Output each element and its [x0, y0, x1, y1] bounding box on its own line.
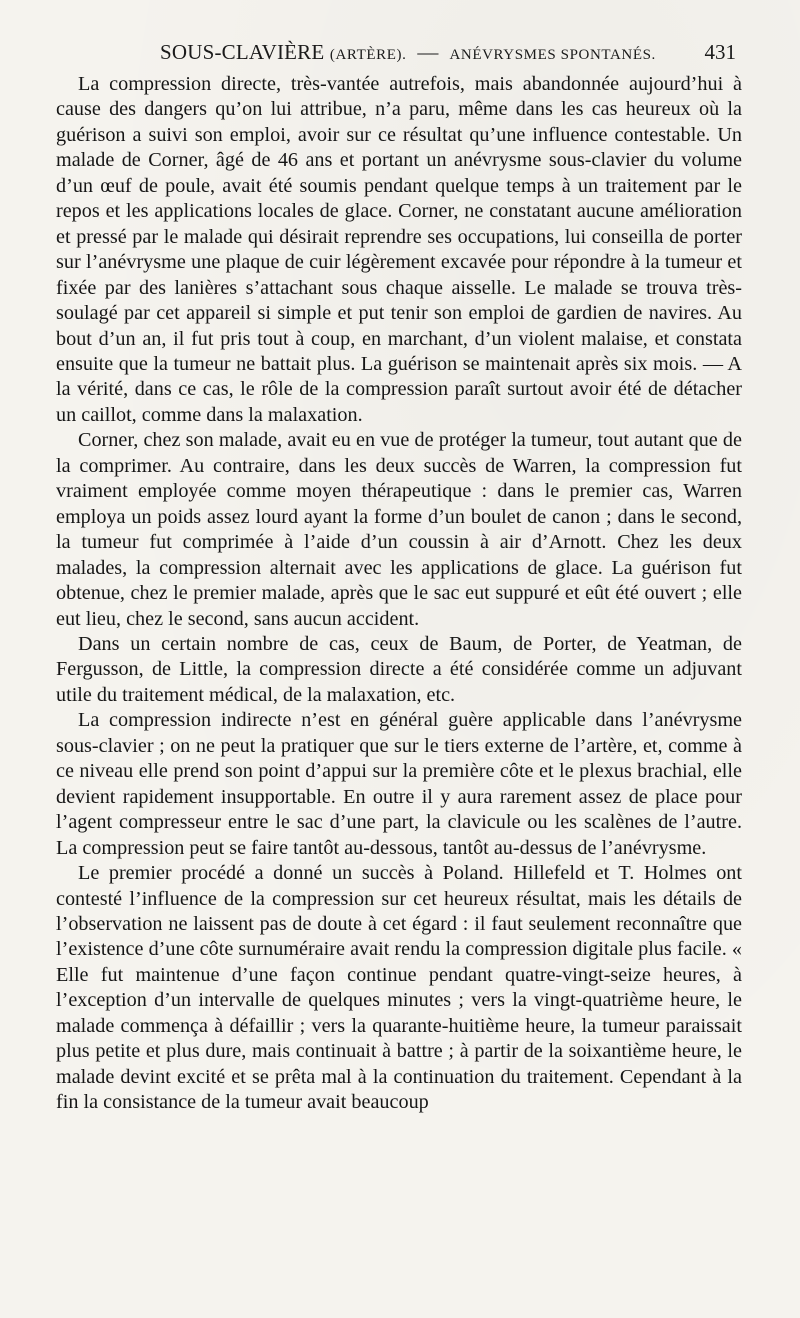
body-text	[56, 72, 742, 1116]
paragraph-4: La compression indirecte n’est en général guère applicable dans l’anévrysme sous-clavier ; on ne peut la pratiquer que sur le tiers externe de l’artère, et, comme à ce niveau elle prend son point d’appui sur la première côte et le plexus brachial, elle devient rapidement insupportable. En outre il y aura rarement assez de place pour l’agent compresseur entre le sac d’une part, la clavicule ou les scalènes de l’autre. La compression peut se faire tantôt au-dessous, tantôt au-dessus de l’anévrysme.	[56, 709, 742, 859]
paragraph-3: Dans un certain nombre de cas, ceux de Baum, de Porter, de Yeatman, de Fergusson, de Little, la compression directe a été considérée comme un adjuvant utile du traitement médical, de la malaxation, etc.	[56, 632, 742, 706]
running-head-title	[160, 40, 656, 65]
paragraph-1: La compression directe, très-vantée autrefois, mais abandonnée aujourd’hui à cause des dangers qu’on lui attribue, n’a paru, même dans les cas heureux où la guérison a suivi son emploi, avoir sur ce résultat qu’une influence contestable. Un malade de Corner, âgé de 46 ans et portant un anévrysme sous-clavier du volume d’un œuf de poule, avait été soumis pendant quelque temps à un traitement par le repos et les applications locales de glace. Corner, ne constatant aucune amélioration et pressé par le malade qui désirait reprendre ses occupations, lui conseilla de porter sur l’anévrysme une plaque de cuir légèrement excavée pour répondre à la tumeur et fixée par des lanières s’attachant sous chaque aisselle. Le malade se trouva très-soulagé par cet appareil si simple et put tenir son emploi de gardien de navires. Au bout d’un an, il fut pris tout à coup, en marchant, d’un violent malaise, et constata ensuite que la tumeur ne battait plus. La guérison se maintenait après six mois. — A la vérité, dans ce cas, le rôle de la compression paraît surtout avoir été de détacher un caillot, comme dans la malaxation.	[56, 73, 742, 426]
running-head-paren: (ARTÈRE).	[329, 47, 407, 63]
running-head-subtitle: ANÉVRYSMES SPONTANÉS.	[449, 47, 656, 63]
running-head	[138, 38, 736, 68]
page-number: 431	[704, 40, 736, 64]
running-head-dash: —	[417, 40, 439, 64]
paragraph-2: Corner, chez son malade, avait eu en vue de protéger la tumeur, tout autant que de la comprimer. Au contraire, dans les deux succès de Warren, la compression fut vraiment employée comme moyen thérapeutique : dans le premier cas, Warren employa un poids assez lourd ayant la forme d’un boulet de canon ; dans le second, la tumeur fut comprimée à l’aide d’un coussin à air d’Arnott. Chez les deux malades, la compression alternait avec les applications de glace. La guérison fut obtenue, chez le premier malade, après que le sac eut suppuré et eût été ouvert ; elle eut lieu, chez le second, sans aucun accident.	[56, 429, 742, 630]
running-head-main: SOUS-CLAVIÈRE	[160, 40, 325, 64]
paragraph-5: Le premier procédé a donné un succès à Poland. Hillefeld et T. Holmes ont contesté l’influence de la compression sur cet heureux résultat, mais les détails de l’observation ne laissent pas de doute à cet égard : il faut seulement reconnaître que l’existence d’une côte surnuméraire avait rendu la compression digitale plus facile. « Elle fut maintenue d’une façon continue pendant quatre-vingt-seize heures, à l’exception d’un intervalle de quelques minutes ; vers la vingt-quatrième heure, le malade commença à défaillir ; vers la quarante-huitième heure, la tumeur paraissait plus petite et plus dure, mais continuait à battre ; à partir de la soixantième heure, le malade devint excité et se prêta mal à la continuation du traitement. Cependant à la fin la consistance de la tumeur avait beaucoup	[56, 862, 742, 1114]
